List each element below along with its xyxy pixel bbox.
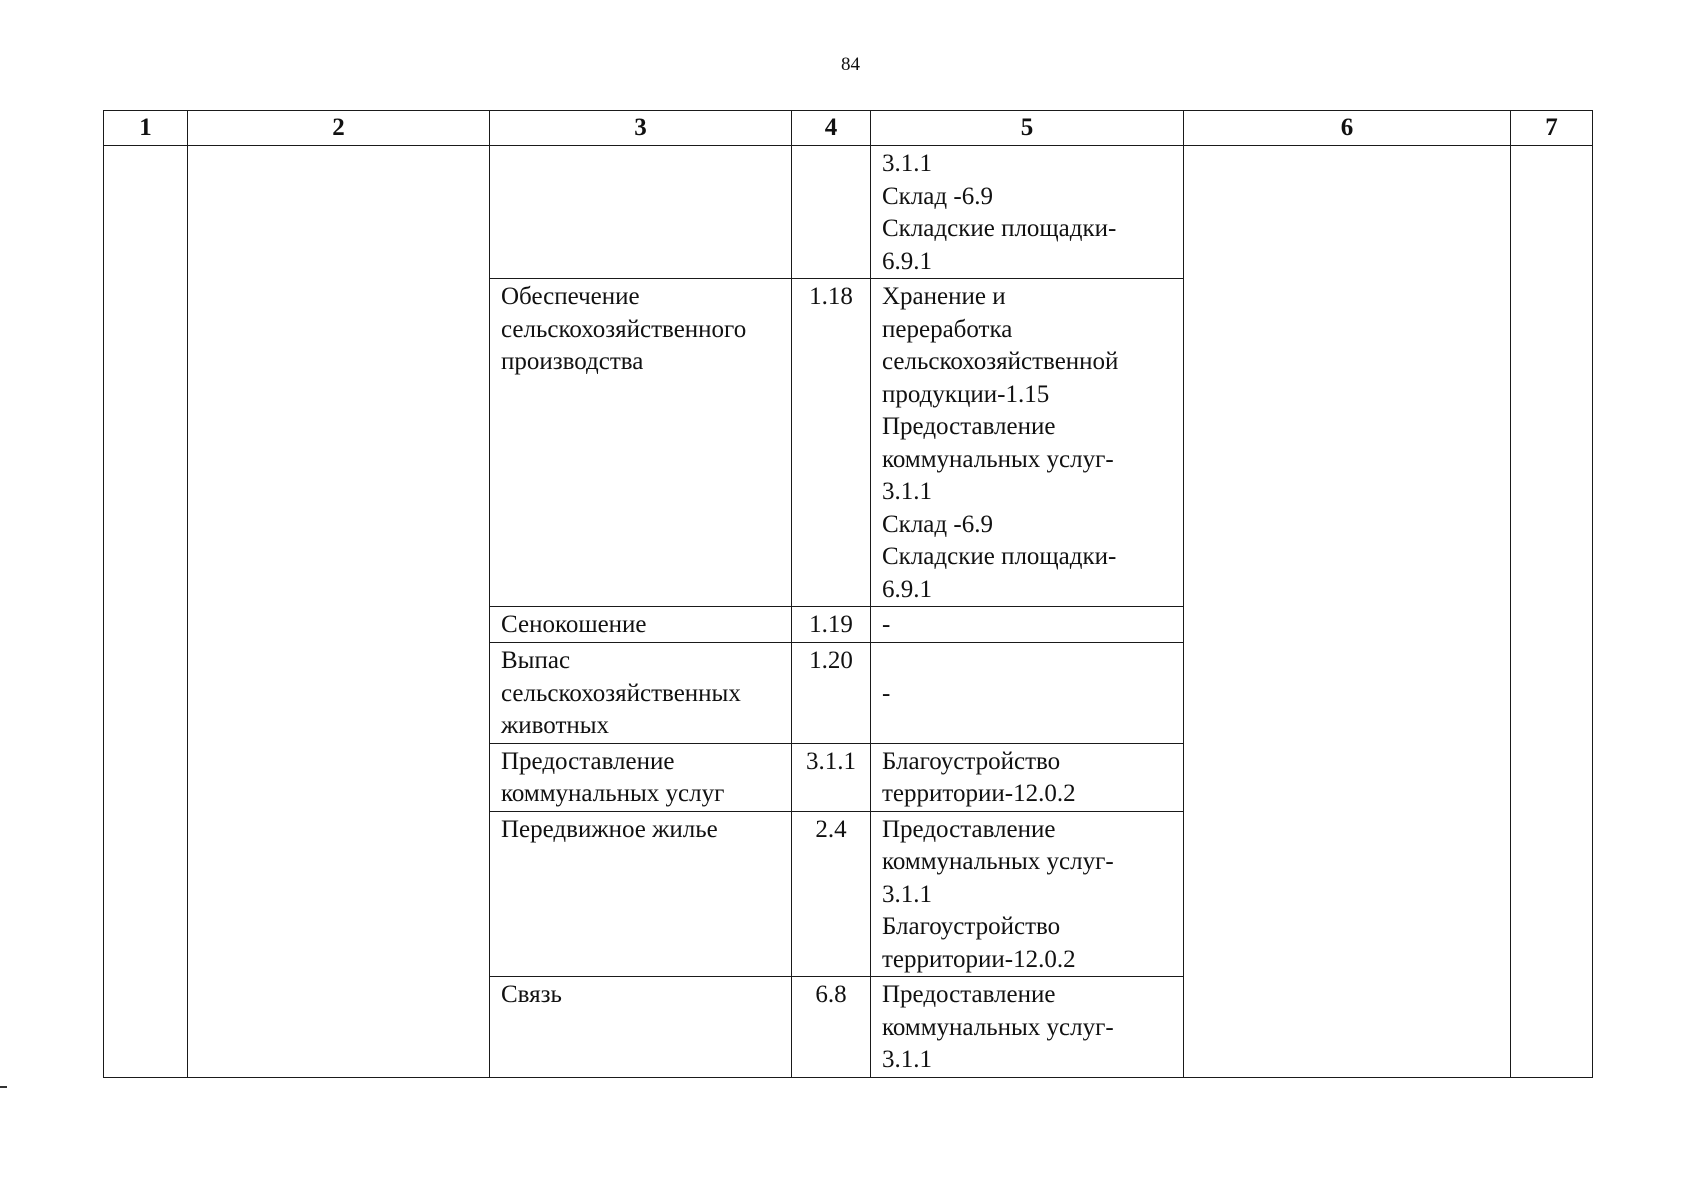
auxiliary-use: Благоустройство территории-12.0.2 xyxy=(871,743,1184,811)
column-header-4: 4 xyxy=(792,111,871,146)
land-use-code: 3.1.1 xyxy=(792,743,871,811)
column-1-cell xyxy=(104,146,188,1078)
land-use-code: 2.4 xyxy=(792,811,871,977)
table-header-row xyxy=(104,111,1593,146)
land-use-code: 1.18 xyxy=(792,279,871,607)
land-use-name: Обеспечение сельскохозяйственного производства xyxy=(490,279,792,607)
page-number: 84 xyxy=(841,54,860,75)
land-use-code: 1.20 xyxy=(792,643,871,744)
land-use-table xyxy=(103,110,1593,1078)
column-header-3: 3 xyxy=(490,111,792,146)
auxiliary-use: 3.1.1 Склад -6.9 Складские площадки- 6.9.1 xyxy=(871,146,1184,279)
land-use-name: Выпас сельскохозяйственных животных xyxy=(490,643,792,744)
column-header-6: 6 xyxy=(1184,111,1511,146)
land-use-name: Сенокошение xyxy=(490,607,792,643)
column-header-1: 1 xyxy=(104,111,188,146)
auxiliary-use: Предоставление коммунальных услуг- 3.1.1 xyxy=(871,977,1184,1078)
auxiliary-use: Предоставление коммунальных услуг- 3.1.1 Благоустройство территории-12.0.2 xyxy=(871,811,1184,977)
land-use-name xyxy=(490,146,792,279)
land-use-name: Предоставление коммунальных услуг xyxy=(490,743,792,811)
land-use-code: 1.19 xyxy=(792,607,871,643)
land-use-name: Передвижное жилье xyxy=(490,811,792,977)
column-header-2: 2 xyxy=(188,111,490,146)
land-use-name: Связь xyxy=(490,977,792,1078)
auxiliary-use: - xyxy=(871,643,1184,744)
land-use-code xyxy=(792,146,871,279)
scan-margin-mark xyxy=(0,1086,7,1088)
column-7-cell xyxy=(1511,146,1593,1078)
auxiliary-use: - xyxy=(871,607,1184,643)
auxiliary-use: Хранение и переработка сельскохозяйственной продукции-1.15 Предоставление коммунальных услуг- 3.1.1 Склад -6.9 Складские площадки- 6.9.1 xyxy=(871,279,1184,607)
column-6-cell xyxy=(1184,146,1511,1078)
column-header-7: 7 xyxy=(1511,111,1593,146)
land-use-code: 6.8 xyxy=(792,977,871,1078)
table-row xyxy=(104,146,1593,279)
column-2-cell xyxy=(188,146,490,1078)
column-header-5: 5 xyxy=(871,111,1184,146)
